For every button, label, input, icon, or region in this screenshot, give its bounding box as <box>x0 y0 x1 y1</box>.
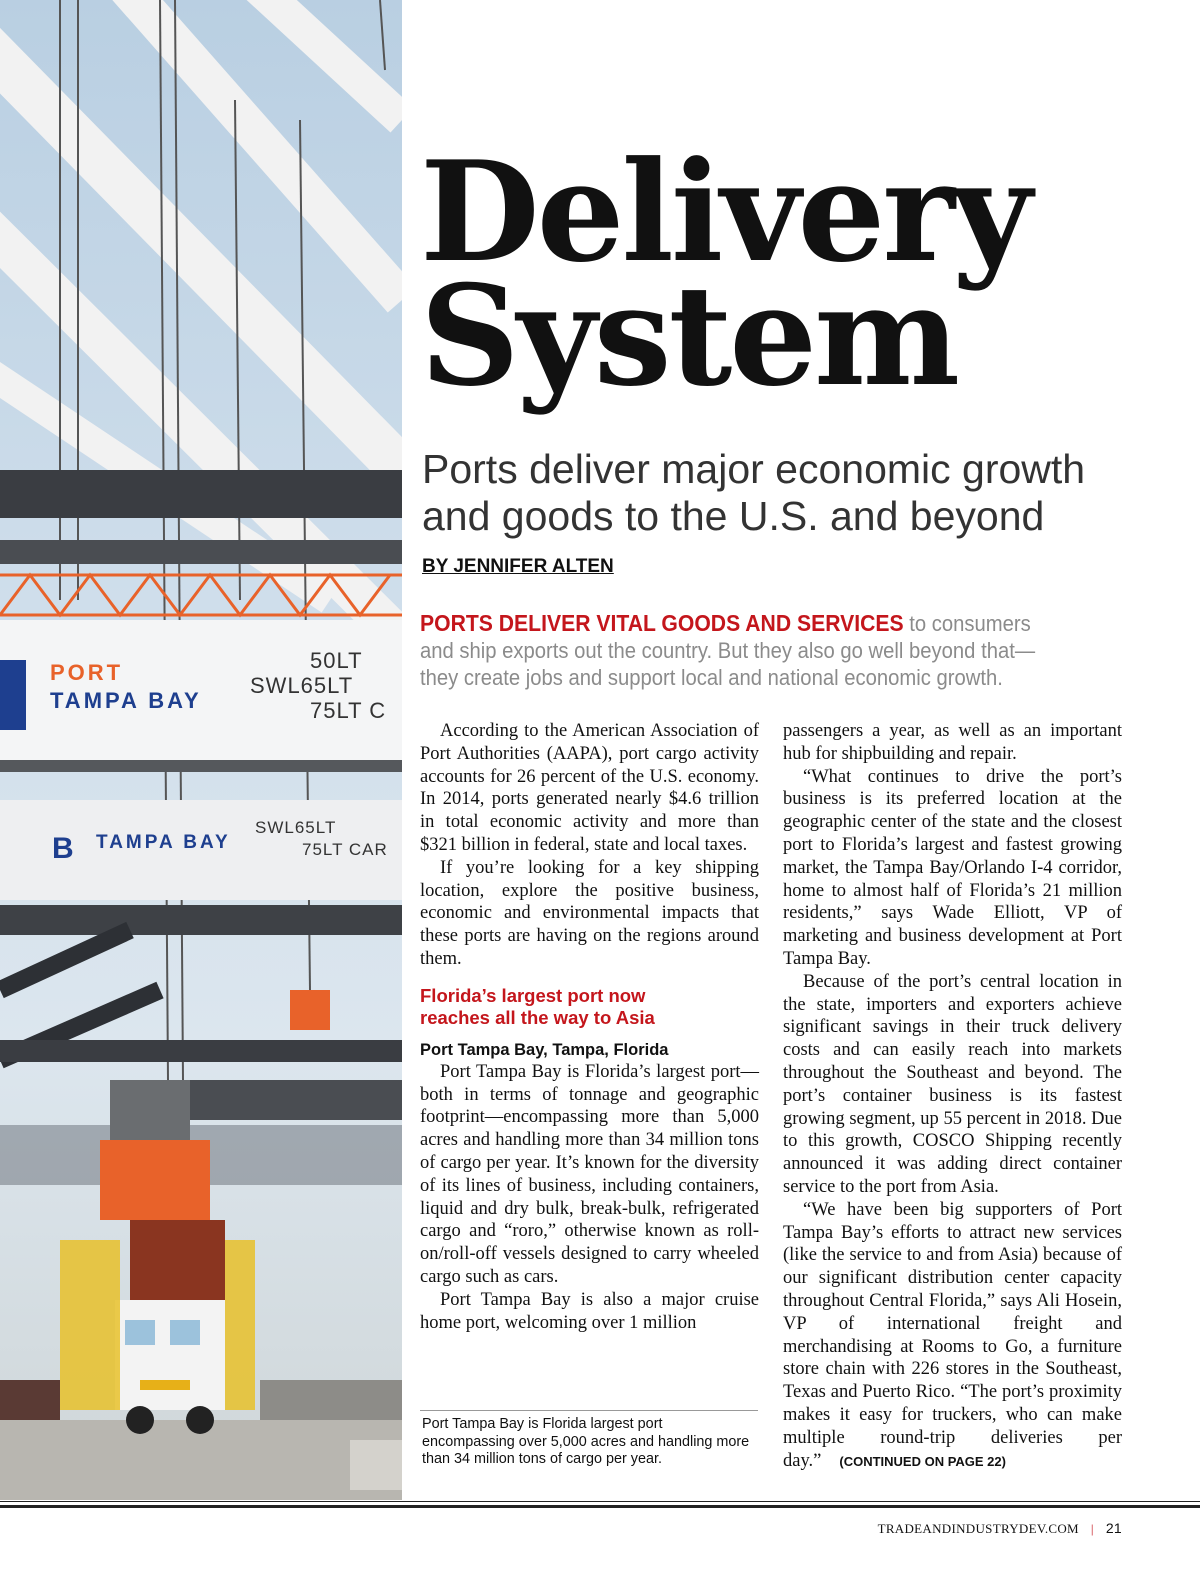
yard-truck <box>115 1300 225 1410</box>
sign-load-swl65lt: SWL65LT <box>250 673 354 698</box>
article-title <box>420 130 1180 417</box>
col1-paragraph-2: If you’re looking for a key shipping location, explore the positive business, economic and environmental impacts that these ports are having on the regions around them. <box>420 857 759 969</box>
col1-paragraph-3: Port Tampa Bay is Florida’s largest port—both in terms of tonnage and geographic footprint—encompassing more than 5,000 acres and handling more than 34 million tons of cargo per year. It’s known for the diversity of its lines of business, including containers, liquid and dry bulk, break-bulk, refrigerated cargo and “roro,” otherwise known as roll-on/roll-off vessels designed to carry wheeled cargo such as cars. <box>420 1061 759 1287</box>
lead-highlight: PORTS DELIVER VITAL GOODS AND SERVICES <box>420 610 904 636</box>
article-subtitle-line-1: Ports deliver major economic growth <box>422 446 1086 492</box>
col2-paragraph-3: Because of the port’s central location in the state, importers and exporters achieve significant savings in their truck delivery costs and can easily reach into markets throughout the Southeast and beyond. The port’s container business is its fastest growing segment, up 55 percent in 2018. Due to this growth, COSCO Shipping recently announced it was adding direct container service to the port from Asia. <box>783 971 1122 1197</box>
section-kicker: Port Tampa Bay, Tampa, Florida <box>420 1040 669 1059</box>
continued-link[interactable]: (CONTINUED ON PAGE 22) <box>839 1453 1006 1469</box>
lead-paragraph <box>420 610 1069 691</box>
lead-text: to consumers and ship exports out the country. But they also go well beyond that—they create jobs and support local and national economic growth. <box>420 611 1036 690</box>
col2-paragraph-4-text: “We have been big supporters of Port Tampa Bay’s efforts to attract new services (like the service to and from Asia) because of our significant distribution center capacity throughout Central Florida,” says Ali Hosein, VP of international freight and merchandising at Rooms to Go, a furniture store chain with 226 stores in the Southeast, Texas and Puerto Rico. “The port’s proximity makes it easy for truckers, who can make multiple round-trip deliveries per day.” <box>783 1199 1122 1471</box>
sign-tampa-bay-upper: TAMPA BAY <box>50 688 202 713</box>
article-subtitle-line-2: and goods to the U.S. and beyond <box>422 493 1045 539</box>
article-title-line-1: Delivery <box>420 130 1030 293</box>
crane-girder <box>0 470 402 518</box>
sign-load-75lt: 75LT C <box>310 698 387 723</box>
port-crane-photo <box>0 0 402 1500</box>
caption-divider <box>420 1410 758 1411</box>
section-subhead-line-2: reaches all the way to Asia <box>420 1006 655 1028</box>
crane-illustration <box>0 0 402 1500</box>
col2-paragraph-2: “What continues to drive the port’s business is its preferred location at the geographic center of the state and the closest port to Florida’s largest and fastest growing market, the Tampa Bay/Orlando I-4 corridor, home to almost half of Florida’s 21 million residents,” says Wade Elliott, VP of marketing and business development at Port Tampa Bay. <box>783 766 1122 969</box>
sign-load-lower-swl: SWL65LT <box>255 818 337 837</box>
orange-spreader <box>100 1140 210 1220</box>
tampa-bay-logo-mark: B <box>52 832 74 865</box>
article-title-line-2: System <box>420 254 958 417</box>
article-column-2 <box>783 720 1122 1473</box>
page-number: 21 <box>1105 1520 1122 1536</box>
col1-paragraph-1: According to the American Association of Port Authorities (AAPA), port cargo activity accounts for 26 percent of the U.S. economy. In 2014, ports generated nearly $4.6 trillion in total economic activity and more than $321 billion in federal, state and local taxes. <box>420 721 759 855</box>
article-column-1 <box>420 720 759 1334</box>
sign-load-lower-75lt: 75LT CAR <box>302 840 388 859</box>
article-subtitle <box>422 446 1182 540</box>
sign-load-50lt: 50LT <box>310 648 363 673</box>
footer-site[interactable]: TRADEANDINDUSTRYDEV.COM <box>877 1521 1079 1536</box>
footer-separator: | <box>1090 1521 1094 1536</box>
sign-tampa-bay-lower: TAMPA BAY <box>96 832 231 853</box>
footer-rule-thin <box>0 1501 1200 1502</box>
footer-rule-thick <box>0 1505 1200 1508</box>
col2-paragraph-1: passengers a year, as well as an important hub for shipbuilding and repair. <box>783 721 1122 764</box>
section-subhead-line-1: Florida’s largest port now <box>420 984 646 1006</box>
page-footer <box>878 1520 1122 1537</box>
sign-port-label: PORT <box>50 660 124 685</box>
col2-paragraph-4 <box>783 1199 1122 1474</box>
section-subhead <box>420 985 759 1029</box>
photo-caption: Port Tampa Bay is Florida largest port encompassing over 5,000 acres and handling more than 34 million tons of cargo per year. <box>422 1416 750 1467</box>
byline: BY JENNIFER ALTEN <box>422 556 614 577</box>
col1-paragraph-4: Port Tampa Bay is also a major cruise home port, welcoming over 1 million <box>420 1289 759 1333</box>
